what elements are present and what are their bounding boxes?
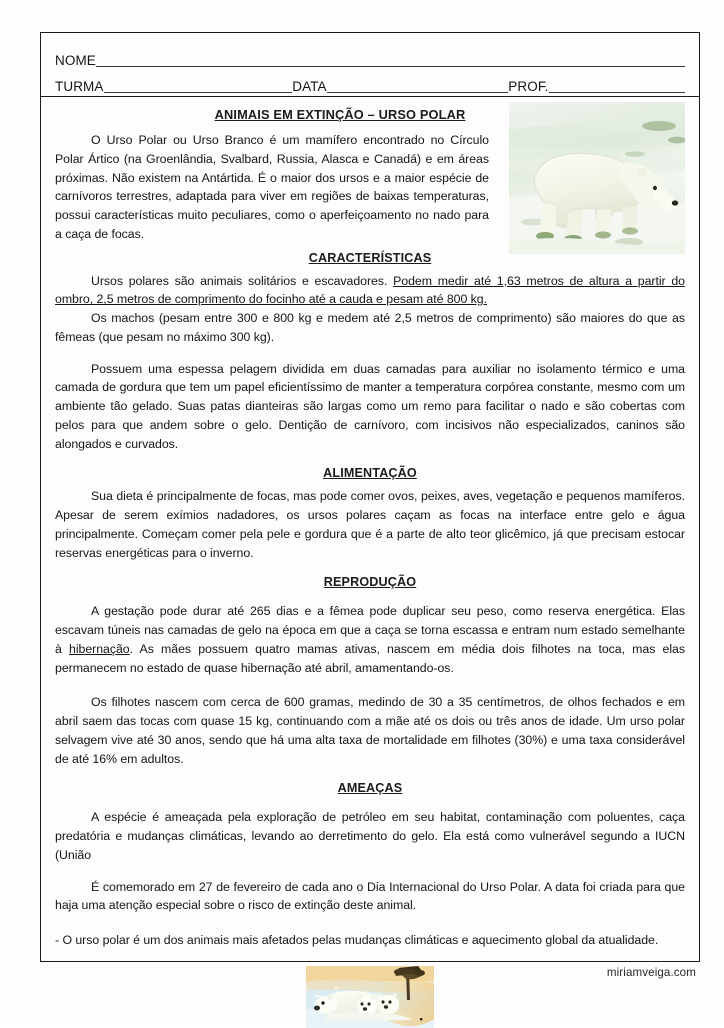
spacer [55, 950, 685, 966]
text-plain: Ursos polares são animais solitários e escavadores. [91, 273, 394, 288]
reproducao-paragraph-1 [55, 602, 685, 677]
document-frame [40, 32, 700, 962]
caracteristicas-paragraph-2: Os machos (pesam entre 300 e 800 kg e medem até 2,5 metros de comprimento) são maiores do que as fêmeas (que pesam no máximo 300 kg). [55, 311, 685, 344]
spacer [55, 768, 685, 781]
ameacas-closing-note: - O urso polar é um dos animais mais afetados pelas mudanças climáticas e aquecimento global da atualidade. [55, 933, 659, 947]
text-underlined: hibernação [69, 641, 130, 656]
spacer [55, 453, 685, 466]
page-title: ANIMAIS EM EXTINÇÃO – URSO POLAR [214, 107, 466, 122]
section-heading-caracteristicas: CARACTERÍSTICAS [308, 250, 432, 265]
caracteristicas-paragraph-3: Possuem uma espessa pelagem dividida em duas camadas para auxiliar no isolamento térmico e uma camada de gordura que tem um papel eficientíssimo de manter a temperatura corpórea constante, mesmo com um ambiente tão gelado. Suas patas dianteiras são largas como um remo para facilitar o nado e são cobertas com pelos para que andem sobre o gelo. Dentição de carnívoro, com incisivos não especializados, caninos são alongados e curvados. [55, 361, 685, 451]
turma-label: TURMA [55, 78, 104, 94]
document-body [41, 97, 699, 961]
prof-label: PROF. [508, 78, 549, 94]
spacer [55, 347, 685, 360]
spacer [55, 915, 685, 931]
spacer [55, 677, 685, 693]
caracteristicas-paragraph-1 [55, 272, 685, 310]
prof-fill-line[interactable] [549, 79, 685, 93]
alimentacao-paragraph-1: Sua dieta é principalmente de focas, mas pode comer ovos, peixes, aves, vegetação e pequenos mamíferos. Apesar de serem exímios nadadores, os ursos polares caçam as focas na interface entre gelo e água principalmente. Começam comer pela pele e gordura que é a parte de alto teor glicêmico, já que precisam estocar reservas energéticas para o inverno. [55, 489, 685, 560]
section-heading-reproducao: REPRODUÇÃO [323, 575, 417, 590]
header-row-nome [55, 42, 685, 68]
site-credit: miriamveiga.com [606, 966, 696, 979]
header-row-turma-data-prof [55, 68, 685, 94]
spacer [55, 562, 685, 575]
ameacas-paragraph-2: É comemorado em 27 de fevereiro de cada ano o Dia Internacional do Urso Polar. A data foi criada para que haja uma atenção especial sobre o risco de extinção deste animal. [55, 879, 685, 913]
turma-fill-line[interactable] [104, 79, 293, 93]
nome-label: NOME [55, 52, 96, 68]
polar-bear-walking-photo [509, 102, 685, 254]
text-plain: A gestação pode durar até 265 dias e a fêmea pode duplicar seu peso, como reserva energética. Elas escavam túneis nas camadas de gelo na época em que a caça se torna escassa e entram num estado semelhante à [55, 604, 685, 656]
text-underlined: Podem medir até 1,63 metros de altura a partir do ombro, 2,5 metros de comprimento do focinho até a cauda e pesam até 800 kg. [55, 273, 685, 307]
data-label: DATA [292, 78, 327, 94]
nome-fill-line[interactable] [96, 53, 685, 67]
spacer [55, 589, 685, 602]
spacer [55, 265, 685, 272]
intro-paragraph: O Urso Polar ou Urso Branco é um mamífero encontrado no Círculo Polar Ártico (na Groenlândia, Svalbard, Russia, Alasca e Canadá) e em áreas próximas. Não existem na Antártida. É o maior dos ursos e a maior espécie de carnívoros terrestres, adaptada para viver em regiões de baixas temperaturas, possui características muito peculiares, como o aperfeiçoamento no nado para a caça de focas. [55, 133, 489, 241]
text-plain: . As mães possuem quatro mamas ativas, nascem em média dois filhotes na toca, mas elas permanecem no estado de quase hibernação até abril, amamentando-os. [55, 641, 685, 675]
section-heading-alimentacao: ALIMENTAÇÃO [323, 466, 417, 481]
reproducao-paragraph-2: Os filhotes nascem com cerca de 600 gramas, medindo de 30 a 35 centímetros, de olhos fechados e em abril saem das tocas com quase 15 kg, continuando com a mãe até os dois ou três anos de idade. Um urso polar selvagem vive até 30 anos, sendo que há uma alta taxa de mortalidade em filhotes (30%) e uma taxa considerável de até 16% em adultos. [55, 695, 685, 766]
spacer [55, 795, 685, 808]
spacer [55, 480, 685, 487]
section-heading-ameacas: AMEAÇAS [337, 781, 403, 796]
spacer [55, 865, 685, 878]
ameacas-paragraph-1: A espécie é ameaçada pela exploração de petróleo em seu habitat, contaminação com poluentes, caça predatória e mudanças climáticas, levando ao derretimento do gelo. Ela está como vulnerável segundo a IUCN (União [55, 810, 685, 862]
data-fill-line[interactable] [327, 79, 509, 93]
student-info-header [41, 33, 699, 97]
